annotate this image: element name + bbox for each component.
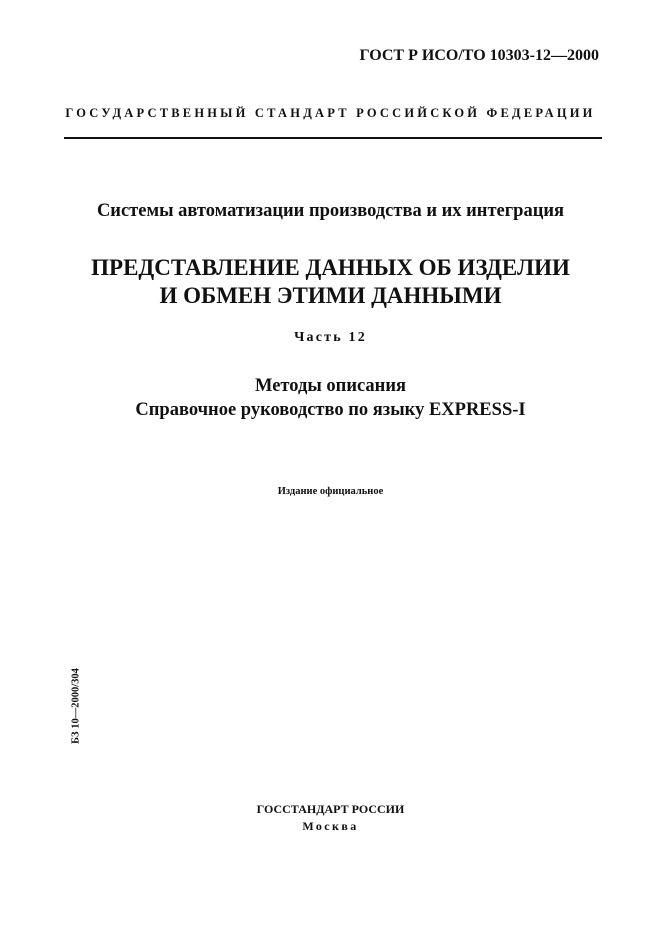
standard-designation: ГОСТ Р ИСО/ТО 10303-12—2000 <box>359 47 599 64</box>
publisher: ГОССТАНДАРТ РОССИИ <box>256 802 405 816</box>
subtitle-line-1: Методы описания <box>255 376 406 396</box>
main-title-line-1: ПРЕДСТАВЛЕНИЕ ДАННЫХ ОБ ИЗДЕЛИИ <box>91 255 570 280</box>
subtitle-line-2: Справочное руководство по языку EXPRESS-I <box>135 400 526 420</box>
side-registration-code: БЗ 10—2000/304 <box>70 668 82 744</box>
issuing-authority: ГОСУДАРСТВЕННЫЙ СТАНДАРТ РОССИЙСКОЙ ФЕДЕРАЦИИ <box>65 106 596 120</box>
edition-note: Издание официальное <box>277 486 384 497</box>
header-divider <box>64 137 602 139</box>
publication-city: Москва <box>302 819 359 833</box>
series-title: Системы автоматизации производства и их интеграция <box>96 201 565 221</box>
part-number: Часть 12 <box>294 330 367 345</box>
main-title-line-2: И ОБМЕН ЭТИМИ ДАННЫМИ <box>159 283 502 308</box>
